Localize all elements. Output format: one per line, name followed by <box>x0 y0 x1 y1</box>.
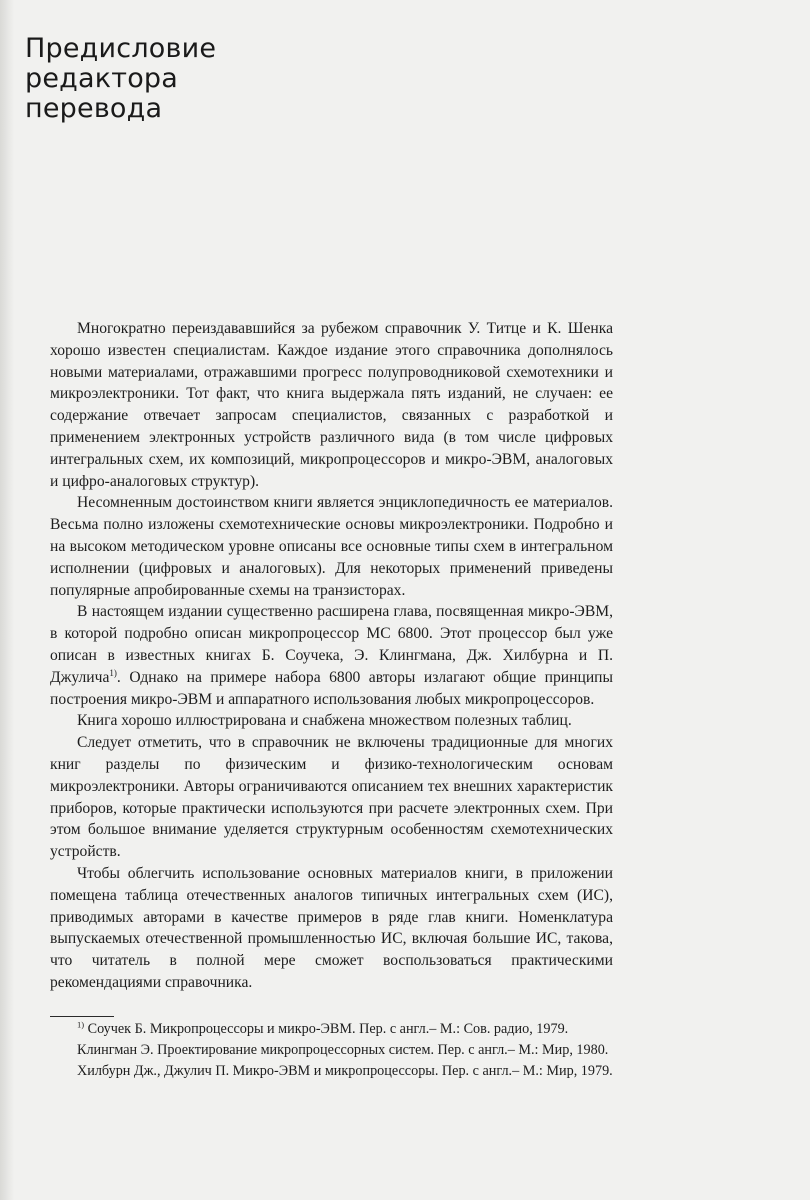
chapter-title <box>25 34 325 124</box>
footnote-1 <box>50 1020 613 1038</box>
footnotes <box>50 1020 613 1083</box>
footnote-3: Хилбурн Дж., Джулич П. Микро-ЭВМ и микропроцессоры. Пер. с англ.– М.: Мир, 1979. <box>77 1063 613 1079</box>
paragraph-6: Чтобы облегчить использование основных материалов книги, в приложении помещена таблица отечественных аналогов типичных интегральных схем (ИС), приводимых авторами в качестве примеров в ряде глав книги. Номенклатура выпускаемых отечественной промышленностью ИС, включая большие ИС, такова, что читатель в полной мере сможет воспользоваться практическими рекомендациями справочника. <box>50 864 613 991</box>
paragraph-2: Несомненным достоинством книги является энциклопедичность ее материалов. Весьма полно изложены схемотехнические основы микроэлектроники. Подробно и на высоком методическом уровне описаны все основные типы схем в интегральном исполнении (цифровых и аналоговых). Для некоторых применений приведены популярные апробированные схемы на транзисторах. <box>50 494 613 599</box>
paragraph-5: Следует отметить, что в справочник не включены традиционные для многих книг разделы по физическим и физико-технологическим основам микроэлектроники. Авторы ограничиваются описанием тех внешних характеристик приборов, которые практически используются при расчете электронных схем. При этом большое внимание уделяется структурным особенностям схемотехнических устройств. <box>50 734 613 861</box>
paragraph-3-part-1: В настоящем издании существенно расширена глава, посвященная микро-ЭВМ, в которой подробно описан микропроцессор МС 6800. Этот процессор был уже описан в известных книгах Б. Соучека, Э. Клингмана, Дж. Хилбурна и П. Джулича <box>50 603 613 686</box>
title-line-3: перевода <box>25 93 163 124</box>
paragraph-1: Многократно переиздававшийся за рубежом справочник У. Титце и К. Шенка хорошо известен специалистам. Каждое издание этого справочника дополнялось новыми материалами, отражавшими прогресс полупроводниковой схемотехники и микроэлектроники. Тот факт, что книга выдержала пять изданий, не случаен: ее содержание отвечает запросам специалистов, связанных с разработкой и применением электронных устройств различного вида (в том числе цифровых интегральных схем, их композиций, микропроцессоров и микро-ЭВМ, аналоговых и цифро-аналоговых структур). <box>50 320 613 490</box>
footnote-2: Клингман Э. Проектирование микропроцессорных систем. Пер. с англ.– М.: Мир, 1980. <box>77 1042 609 1058</box>
title-line-1: Предисловие <box>25 33 217 64</box>
footnote-divider <box>50 1016 114 1017</box>
title-line-2: редактора <box>25 63 179 94</box>
paragraph-3-part-2: . Однако на примере набора 6800 авторы излагают общие принципы построения микро-ЭВМ и аппаратного использования любых микропроцессоров. <box>50 668 613 708</box>
footnote-1-text: Соучек Б. Микропроцессоры и микро-ЭВМ. Пер. с англ.– М.: Сов. радио, 1979. <box>84 1021 569 1037</box>
footnote-reference: 1) <box>109 667 117 678</box>
body-text <box>50 318 613 994</box>
paragraph-3 <box>50 601 613 710</box>
footnote-marker: 1) <box>77 1019 85 1030</box>
page-edge-shadow <box>0 0 14 1200</box>
paragraph-4: Книга хорошо иллюстрирована и снабжена множеством полезных таблиц. <box>77 712 572 730</box>
